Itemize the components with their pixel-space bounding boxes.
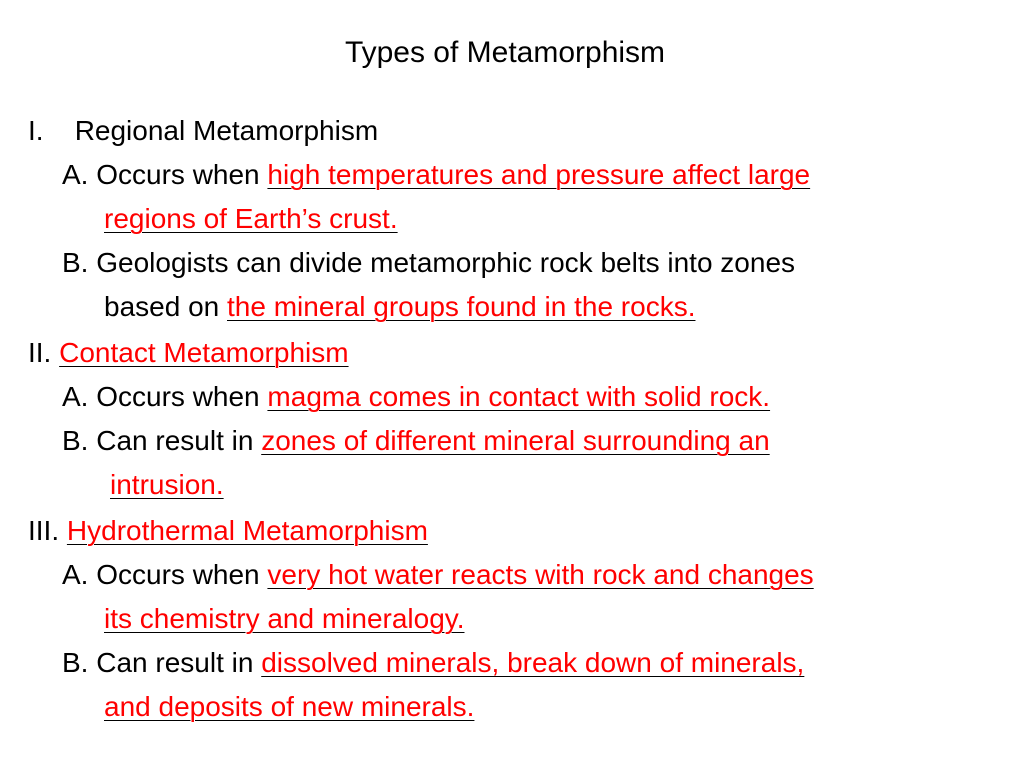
section-3-item-b-answer-cont: and deposits of new minerals. bbox=[104, 691, 475, 722]
section-2-heading-line bbox=[28, 336, 349, 370]
section-2-item-b-cont bbox=[110, 468, 224, 502]
section-3-item-a-answer-cont: its chemistry and mineralogy. bbox=[104, 603, 465, 634]
section-1-item-b-prefix2: based on bbox=[104, 291, 220, 322]
section-1-item-b-answer: the mineral groups found in the rocks. bbox=[227, 291, 696, 322]
section-3-item-a-answer: very hot water reacts with rock and changes bbox=[267, 559, 814, 590]
section-2-item-b-prefix: B. Can result in bbox=[62, 425, 254, 456]
section-2-item-b-answer: zones of different mineral surrounding an bbox=[261, 425, 770, 456]
section-3-item-a bbox=[62, 558, 814, 592]
section-1-item-a bbox=[62, 158, 810, 192]
section-2-item-b-answer-cont: intrusion. bbox=[110, 469, 224, 500]
section-2-item-a bbox=[62, 380, 770, 414]
section-1-item-b-cont bbox=[104, 290, 695, 324]
section-2-numeral: II. bbox=[28, 337, 52, 368]
section-1-heading: Regional Metamorphism bbox=[74, 115, 379, 146]
section-1-item-b bbox=[62, 246, 795, 280]
section-3-item-a-prefix: A. Occurs when bbox=[62, 559, 260, 590]
section-3-item-a-cont bbox=[104, 602, 465, 636]
section-3-heading-line bbox=[28, 514, 428, 548]
section-1-numeral: I. bbox=[28, 115, 44, 146]
section-3-heading: Hydrothermal Metamorphism bbox=[66, 515, 428, 546]
section-1-heading-line bbox=[28, 114, 378, 148]
section-3-item-b-prefix: B. Can result in bbox=[62, 647, 254, 678]
section-3-item-b-answer: dissolved minerals, break down of minerals, bbox=[261, 647, 805, 678]
section-3-item-b-cont bbox=[104, 690, 474, 724]
section-1-item-a-cont bbox=[104, 202, 398, 236]
section-2-item-a-prefix: A. Occurs when bbox=[62, 381, 260, 412]
section-1-item-a-prefix: A. Occurs when bbox=[62, 159, 260, 190]
section-1-item-a-answer: high temperatures and pressure affect large bbox=[267, 159, 811, 190]
page-title: Types of Metamorphism bbox=[344, 36, 666, 69]
section-1-item-a-answer-cont: regions of Earth’s crust. bbox=[104, 203, 398, 234]
section-2-heading: Contact Metamorphism bbox=[59, 337, 349, 368]
section-1-item-b-prefix: B. Geologists can divide metamorphic rock belts into zones bbox=[62, 247, 796, 278]
section-3-item-b bbox=[62, 646, 804, 680]
section-2-item-b bbox=[62, 424, 770, 458]
section-3-numeral: III. bbox=[28, 515, 60, 546]
section-2-item-a-answer: magma comes in contact with solid rock. bbox=[267, 381, 771, 412]
